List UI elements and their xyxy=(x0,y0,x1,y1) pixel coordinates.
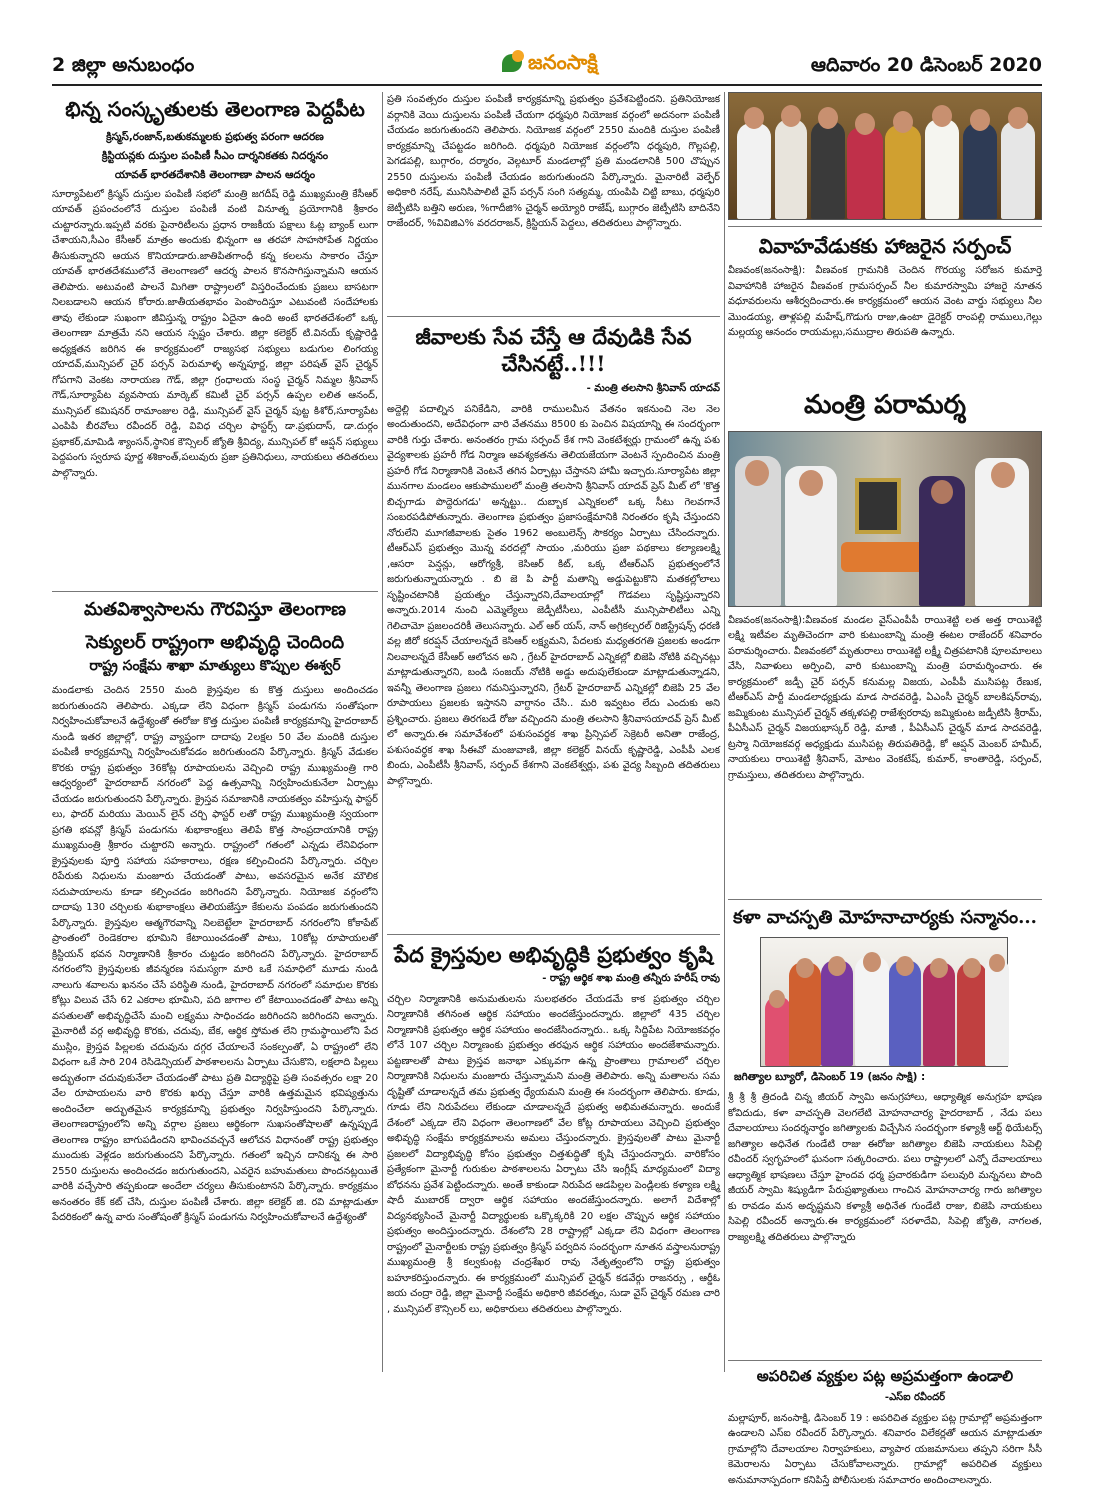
article-subheading: రాష్ట్ర సంక్షేమ శాఖా మాత్యులు కొప్పుల ఈశ్వర్ xyxy=(89,658,341,675)
article-headline: జీవాలకు సేవ చేస్తే ఆ దేవుడికి సేవ చేసినట్టే..!!! xyxy=(415,324,692,377)
article-body: అద్దెల్లి పదాల్నిన పనికేడిని, వారికి రాములమీన వేతనం ఇకనుంచి నెల నెల అందుతుందని, అదేవిధంగా వారి వేతనము 8500 కు పెంచిన విషయాన్ని ఈ సందర్భంగా వారికి గుర్తు చేశారు. అనంతరం గ్రామ సర్పంచ్ కేశ గాని వెంకటేశ్వర్లు గ్రామంలో ఉన్న పశు వైద్యశాలకు ప్రహరీ గోడ నిర్మాణ ఆవశ్యకతను తెలియజేయగా వెంటనే స్పందించిన మంత్రి ప్రహరీ గోడ నిర్మాణానికి వెంటనే తగిన ఏర్పాట్లు చేస్తానని హామీ ఇచ్చారు.సూర్యాపేట జిల్లా మునగాల మండలం ఆకుపాములలో మంత్రి తలసాని శ్రీనివాస్ యాదవ్ ప్రెస్ మీట్ లో 'కొత్త బిచ్చగాడు పొద్దెరుగడు' అన్నట్టు.. దుబ్బాక ఎన్నికలలో ఒక్క సీటు గెలవగానే సంబరపడిపోతున్నారు. తెలంగాణ ప్రభుత్వం ప్రజాసంక్షేమానికి నిరంతరం కృషి చేస్తుందని నోరులేని మూగజీవాలకు సైతం 1962 అంబులెన్స్ సౌకర్యం ఏర్పాటు చేసిందన్నారు. టీఆర్ఎస్ ప్రభుత్వం మొన్న వరదల్లో సాయం ,మరియు ప్రజా పథకాలు కల్యాణలక్ష్మి ,ఆసరా పెన్షన్లు, ఆరోగ్యశ్రీ, కెసిఆర్ కిట్, ఒక్క టీఆర్ఎస్ ప్రభుత్వంలోనే జరుగుతున్నాయన్నారు . బి జె పి పార్టీ మతాన్ని అడ్డుపెట్టుకొని మతకల్లోలాలు సృష్టించటానికి ప్రయత్నం చేస్తున్నారని,దేవాలయాల్లో గొడవలు సృష్టిస్తున్నారని అన్నారు.2014 నుంచి ఎమ్మెల్యేలు జెడ్పీటీసీలు, ఎంపీటీసీ మున్సిపాలిటీలు ఎన్ని గెలిచామో ప్రజలందరికీ తెలుసన్నారు. ఎల్ ఆర్ యస్, నాన్ అగ్రికల్చరల్ రిజిస్ట్రేషన్స్ ధరణి వల్ల జీరో కరప్షన్ చేయాలన్నదే కెసిఆర్ లక్ష్యమని, పేదలకు మధ్యతరగతి ప్రజలకు అండగా నిలవాలన్నదే కేసీఆర్ ఆలోచన అని , గ్రేటర్ హైదరాబాద్ ఎన్నికల్లో బిజెపి నోటికి వచ్చినట్లు మాట్లాడుతున్నారని, బండి సంజయ్ నోటికి అడ్డు అదుపులేకుండా మాట్లాడుతున్నాడని, ఇవన్నీ తెలంగాణ ప్రజలు గమనిస్తున్నారని, గ్రేటర్ హైదరాబాద్ ఎన్నికల్లో బిజెపి 25 వేల రూపాయలు ప్రజలకు ఇస్తానని వాగ్దానం చేసి.. మరి ఇవ్వటం లేదు ఎందుకు అని ప్రశ్నించారు. ప్రజలు తిరగబడే రోజు వచ్చిందని మంత్రి తలసాని శ్రీనివాసయాదవ్ ప్రెస్ మీట్ లో అన్నారు.ఈ సమావేశంలో పశుసంవర్ధక శాఖ ప్రిన్సిపల్ సెక్రెటరీ అనితా రాజేంద్ర, పశుసంవర్ధక శాఖ సీఈవో మంజువాణి, జిల్లా కలెక్టర్ వినయ్ కృష్ణారెడ్డి, ఎంపీపీ ఎలక బిందు, ఎంపీటీసీ శ్రీనివాస్, సర్పంచ్ కేశగాని వెంకటేశ్వర్లు, పశు వైద్య సిబ్బంది తదితరులు పాల్గొన్నారు. xyxy=(387,403,720,787)
article-byline: - రాష్ట్ర ఆర్థిక శాఖ మంత్రి తన్నీరు హరీష్ రావు xyxy=(542,972,720,984)
article-byline: -ఎస్ఐ రవీందర్ xyxy=(884,1391,946,1403)
article-byline: - మంత్రి తలసాని శ్రీనివాస్ యాదవ్ xyxy=(586,382,720,394)
article-divider xyxy=(728,1360,1042,1361)
article-subheading: క్రిస్మస్,రంజాన్,బతుకమ్మలకు ప్రభుత్వ పరంగా ఆదరణ xyxy=(106,131,324,143)
article-headline: వివాహవేడుకకు హాజరైన సర్పంచ్ xyxy=(758,234,1012,258)
column-2 xyxy=(387,92,720,1424)
column-3 xyxy=(728,92,1042,1507)
article-headline: మతవిశ్వాసాలను గౌరవిస్తూ తెలంగాణ xyxy=(84,598,346,620)
article-felicitation xyxy=(728,906,1042,1354)
wedding-photo xyxy=(728,92,1042,220)
article-headline: అపరిచిత వ్యక్తుల పట్ల అప్రమత్తంగా ఉండాలి xyxy=(756,1367,1014,1386)
portrait-frame xyxy=(855,478,901,534)
article-headline: మంత్రి పరామర్శ xyxy=(804,390,966,420)
article-headline: భిన్న సంస్కృతులకు తెలంగాణ పెద్దపీట xyxy=(65,97,365,121)
article-divider xyxy=(387,316,720,317)
column-divider xyxy=(724,92,725,1372)
article-headline: సెక్యులర్ రాష్ట్రంగా అభివృద్ధి చెందింది xyxy=(85,632,345,654)
flowers xyxy=(841,542,931,572)
article-body: చర్చిల నిర్మాణానికి అనుమతులను సులభతరం చేయడమే కాక ప్రభుత్వం చర్చిల నిర్మాణానికి తగినంత ఆర్థిక సహాయం అందజేస్తుందన్నారు. జిల్లాలో 435 చర్చిల నిర్మాణానికి ప్రభుత్వం ఆర్థిక సహాయం అందజేసిందన్నారు.. ఒక్క సిద్దిపేట నియోజకవర్గం లోనే 107 చర్చిల నిర్మాణంకు ప్రభుత్వం తరఫున ఆర్థిక సహాయం అందజేశామన్నారు. పట్టణాలతో పాటు క్రైస్తవ జనాభా ఎక్కువగా ఉన్న ప్రాంతాలు గ్రామాలలో చర్చిల నిర్మాణానికి నిధులను మంజూరు చేస్తున్నామని మంత్రి తెలిపారు. అన్ని మతాలను సమ దృష్టితో చూడాలన్నదే తమ ప్రభుత్వ ధ్యేయమని మంత్రి ఈ సందర్భంగా తెలిపారు. కూడు, గూడు లేని నిరుపేదలు లేకుండా చూడాలన్నదే ప్రభుత్వ అభిమతమన్నారు. అందుకే దేశంలో ఎక్కడా లేని విధంగా తెలంగాణలో వేల కోట్ల రూపాయలు వెచ్చించి ప్రభుత్వం అభివృద్ధి సంక్షేమ కార్యక్రమాలను అమలు చేస్తుందన్నారు. క్రైస్తవులతో పాటు మైనార్టీ ప్రజలలో విద్యాభివృద్ధి కోసం ప్రభుత్వం చిత్తశుద్ధితో కృషి చేస్తుందన్నారు. వారికోసం ప్రత్యేకంగా మైనార్టీ గురుకుల పాఠశాలలను ఏర్పాటు చేసి ఇంగ్లీష్ మాధ్యమంలో విద్యా బోధనను ప్రవేశ పెట్టిందన్నారు. అంతే కాకుండా నిరుపేద ఆడపిల్లల పెండ్లిలకు కళ్యాణ లక్ష్మి షాదీ ముబారక్ ద్వారా ఆర్థిక సహాయం అందజేస్తుందన్నారు. అలాగే విదేశాల్లో విద్యనభ్యసించే మైనార్టీ విద్యార్థులకు ఒక్కొక్కరికి 20 లక్షల చొప్పున ఆర్థిక సహాయం ప్రభుత్వం అందిస్తుందన్నారు. దేశంలోని 28 రాష్ట్రాల్లో ఎక్కడా లేని విధంగా తెలంగాణ రాష్ట్రంలో మైనార్టీలకు రాష్ట్ర ప్రభుత్వం క్రిస్మస్ పర్వదిన సందర్భంగా నూతన వస్త్రాలనురాష్ట్ర ముఖ్యమంత్రి శ్రీ కల్వకుంట్ల చంద్రశేఖర రావు నేతృత్వంలోని రాష్ట్ర ప్రభుత్వం బహూకరిస్తుందన్నారు. ఈ కార్యక్రమంలో మున్సిపల్ చైర్మన్ కడవేర్గు రాజనర్సు , ఆర్డీఓ జయ చంద్రా రెడ్డి, జిల్లా మైనార్టీ సంక్షేమ అధికారి జీవరత్నం, సుడా వైస్ చైర్మన్ రమణ చారి , మున్సిపల్ కౌన్సిలర్ లు, అధికారులు తదితరులు పాల్గొన్నారు. xyxy=(387,993,720,1315)
article-body: వీణవంక(జనంసాక్షి):వీణవంక మండల వైస్ఎంపీపీ రాయిశెట్టి లత అత్త రాయిశెట్టి లక్ష్మి ఇటీవల మృతిచెందగా వారి కుటుంబాన్ని మంత్రి ఈటల రాజేందర్ శనివారం పరామర్శించారు. వీణవంకలో మృతురాలు రాయిశెట్టి లక్ష్మీ చిత్రపటానికి పూలమాలలు వేసి, నివాళులు అర్పించి, వారి కుటుంబాన్ని మంత్రి పరామర్శించారు. ఈ కార్యక్రమంలో జడ్పీ చైర్ పర్సన్ కనుమల్ల విజయ, ఎంపీపీ ముసిపట్ల రేణుక, టీఆర్ఎస్ పార్టీ మండలాధ్యక్షుడు మాడ సాదవరెడ్డి, ఏఎంసీ చైర్మన్ బాలకిషన్‌రావు, జమ్మికుంట మున్సిపల్ చైర్మన్ తక్కళపల్లి రాజేశ్వరరావు జమ్మికుంట జడ్పీటిసి శ్రీరామ్, పీఏసీఎస్ చైర్మన్ విజయభాస్కర్ రెడ్డి, మాజీ , పీఏసీఎస్ చైర్మన్ మాడ సాదవరెడ్డి, ట్రస్మా నియోజకవర్గ అధ్యక్షుడు ముసిపట్ల తిరుపతిరెడ్డి, కో ఆప్షన్ మెంబర్ హమీద్, నాయకులు రాయిశెట్టి శ్రీనివాస్, మోటం వెంకటేష్, కుమార్, కాంతారెడ్డి, సర్పంచ్, గ్రామస్తులు, తదితరులు పాల్గొన్నారు. xyxy=(728,614,1042,781)
column-divider xyxy=(382,92,383,1372)
article-divider xyxy=(52,591,378,592)
article-body: మండలాకు చెందిన 2550 మంది క్రైస్తవుల కు కొత్త దుస్తులు అందించడం జరుగుతుందని తెలిపారు. ఎక్కడా లేని విధంగా క్రిస్మస్ పండుగను సంతోషంగా నిర్వహించుకోవాలనే ఉద్దేశ్యంతో ఈరోజు కొత్త దుస్తుల పంపిణీ కార్యక్రమాన్ని హైదరాబాద్ నుండి ఇతర జిల్లాల్లో, రాష్ట్ర వ్యాప్తంగా దాదాపు 2లక్షల 50 వేల మందికి దుస్తుల పంపిణీ కార్యక్రమాన్ని నిర్వహించుకోవడం జరిగుతుందని పేర్కొన్నారు. క్రిస్మస్ వేడుకల కొరకు రాష్ట్ర ప్రభుత్వం 36కోట్ల రూపాయలను వెచ్చించి రాష్ట్ర ముఖ్యమంత్రి గారి ఆధ్వర్యంలో హైదరాబాద్ నగరంలో పెద్ద ఉత్సవాన్ని నిర్వహించుకునేలా ఏర్పాట్లు చేయడం జరుగుతుందని పేర్కొన్నారు. క్రైస్తవ సమాజానికి నాయకత్వం వహిస్తున్న ఫాస్టర్ లు, ఫాదర్ మరియు మెయిన్ లైన్ చర్చి ఫాస్టర్ లతో రాష్ట్ర ముఖ్యమంత్రి స్వయంగా ప్రగతి భవన్లో క్రిస్మస్ పండుగను శుభాకాంక్షలు తెలిపే కొత్త సాంప్రదాయానికి రాష్ట్ర ముఖ్యమంత్రి శ్రీకారం చుట్టారని అన్నారు. రాష్ట్రంలో గతంలో ఎన్నడు లేనివిధంగా క్రైస్తవులకు పూర్తి సహాయ సహకారాలు, రక్షణ కల్పించిందని పేర్కొన్నారు. చర్చిల రిపేరుకు నిధులను మంజూరు చేయడంతో పాటు, అవసరమైన అనేక మౌలిక సదుపాయాలను కూడా కల్పించడం జరిగిందని పేర్కొన్నారు. నియోజక వర్గంలోని దాదాపు 130 చర్చిలకు శుభాకాంక్షలు తెలియజేస్తూ కేకులను పంపడం జరుగుతుందని పేర్కొన్నారు. క్రైస్తవుల ఆత్మగౌరవాన్ని నిలబెట్టేలా హైదరాబాద్ నగరంలోని కోకాపేట్ ప్రాంతంలో రెండెకరాల భూమిని కేటాయించడంతో పాటు, 10కోట్ల రూపాయలతో క్రిస్టియన్ భవన నిర్మాణానికి శ్రీకారం చుట్టడం జరిగిందని పేర్కొన్నారు. హైదరాబాద్ నగరంలోని క్రైస్తవులకు జీవన్మరణ సమస్యగా మారి ఒకే సమాధిలో మూడు నుండి నాలుగు శవాలను ఖననం చేసే పరిస్థితి నుండి, హైదరాబాద్ నగరంలో సమాధుల కొరకు కోట్లు విలువ చేసే 62 ఎకరాల భూమిని, పది జాగాల లో కేటాయించడంతో పాటు అన్ని వసతులతో అభివృద్ధిచేసే మంచి లక్ష్యము సాధించడం జరిగిందని జరిగిందని అన్నారు. మైనారిటీ వర్గ అభివృద్ధి కొరకు, చదువు, బేక, ఆర్థిక స్తోమత లేని గ్రామస్థాయిలోని పేద ముస్లిం, క్రైస్తవ పిల్లలకు చదువును దగ్గర చేయాలనే సంకల్పంతో, ఏ రాష్ట్రంలో లేని విధంగా ఒకే సారి 204 రెసిడెన్సియల్ పాఠశాలలను ఏర్పాటు చేసుకొని, లక్షలాది పిల్లలు అద్భుతంగా చదువుకునేలా చేయడంతో పాటు ప్రతి విద్యార్థిపై ప్రతి సంవత్సరం లక్షా 20 వేల రూపాయలను వారి కొరకు ఖర్చు చేస్తూ వారికి ఉత్తమమైన భవిష్యత్తును అందించేలా అద్భుతమైన కార్యక్రమాన్ని ప్రభుత్వం నిర్వహిస్తుందని పేర్కొన్నారు. తెలంగాణరాష్ట్రంలోని అన్ని వర్గాల ప్రజలు ఆర్థికంగా సుఖసంతోషాలతో ఉన్నప్పుడే తెలంగాణ రాష్ట్రం బాగుపడిందని భావించవచ్చనే ఆలోచన విధానంతో రాష్ట్ర ప్రభుత్వం ముందుకు వెళ్లడం జరుగుతుందని పేర్కొన్నారు. గతంలో ఇచ్చిన దానికన్న ఈ సారి 2550 దుస్తులను అందించడం జరుగుతుందని, ఎవరైన బహుమతులు పొందనట్లయితే వారికి వచ్చేసారి తప్పకుండా అందేలా చర్యలు తీసుకుంటానని పేర్కొన్నారు. కార్యక్రమం అనంతరం కేక్ కట్ చేసి, దుస్తుల పంపిణీ చేశారు. జిల్లా కలెక్టర్ జి. రవి మాట్లాడుతూ పేదరికంలో ఉన్న వారు సంతోషంతో క్రిస్మస్ పండుగను నిర్వహించుకోవాలనే ఉద్దేశ్యంతో xyxy=(52,685,378,1224)
newspaper-logo xyxy=(500,48,630,80)
article-body: శ్రీ శ్రీ శ్రీ త్రిదండి చిన్న జీయర్ స్వామి అనుగ్రహాలు, ఆధ్యాత్మిక అనుగ్రహ భాషణ కోవిదుడు, కళా వాచస్పతి వెలగలేటి మోహనాచార్య హైదరాబాద్ , నేడు పలు దేవాలయాలు సందర్శనార్థం జగిత్యాలకు విచ్చేసిన సందర్భంగా కళ్యాశ్రీ ఆర్ట్ థియేటర్స్ జగిత్యాల అధినేత గుండేటి రాజు ఈరోజు జగిత్యాల బిజెపి నాయకులు సిపెల్లి రవీందర్ స్వగృహంలో ఘనంగా సత్కరించారు. పలు రాష్ట్రాలలో ఎన్నో దేవాలయాలు ఆధ్యాత్మిక భాషణలు చేస్తూ హైందవ ధర్మ ప్రచారకుడిగా పలువురి మన్ననలు పొంది జీయర్ స్వామి శిష్యుడిగా పేరుప్రఖ్యాతులు గాంచిన మోహనాచార్య గారు జగిత్యాల కు రావడం మన అదృష్టమని కళ్యాశ్రీ అధినేత గుండేటి రాజు, బిజెపి నాయకులు సిపెల్లి రవీందర్ అన్నారు.ఈ కార్యక్రమంలో సరళాదేవి, సిపెల్లి జ్యోతి, నాగలత, రాజ్యలక్ష్మి తదితరులు పాల్గొన్నారు xyxy=(728,1092,1042,1243)
logo-text: జనంసాక్షి xyxy=(528,50,598,74)
article-body: సూర్యాపేటలో క్రిస్మస్ దుస్తుల పంపిణీ సభలో మంత్రి జగదీష్ రెడ్డి ముఖ్యమంత్రి కేసీఆర్ యావత్ ప్రపంచంలోనే దుస్తుల పంపిణీ వంటి వినూత్న ప్రయోగానికి శ్రీకారం చుట్టారన్నారు.ఇప్పటి వరకు పైనారిటీలను ప్రధాన రాజకీయ పక్షాలు ఓట్ల బ్యాంక్ లుగా చేశాయని,సీఎం కేసీఆర్ మాత్రం అందుకు భిన్నంగా ఆ తరహా సాహసోపేత నిర్ణయం తీసుకున్నారని ఆయన కొనియాడారు.జాతిపితగాంధీ కన్న కలలను సాకారం చేస్తూ యావత్ భారతదేశములోనే తెలంగాణలో ఆదర్శ పాలన కొనసాగిస్తున్నామని ఆయన తెలిపారు. అటువంటి పాలనే మిగితా రాష్ట్రాలలో విస్తరించేందుకు ప్రజలు బాసటగా నిలబడాలని ఆయన కోరారు.జాతీయతభావం పెంపొందిస్తూ ఎటువంటి సందేహాలకు తావు లేకుండా సుఖంగా జీవిస్తున్న రాష్ట్రం ఏదైనా ఉంది అంటే భారతదేశంలో ఒక్క తెలంగాణా మాత్రమే నని ఆయన స్పష్టం చేశారు. జిల్లా కలెక్టర్ టి.వినయ్ కృష్ణారెడ్డి అధ్యక్షతన జరిగిన ఈ కార్యక్రమంలో రాజ్యసభ సభ్యులు బడుగుల లింగయ్య యాదవ్,మున్సిపల్ చైర్ పర్సన్ పెరుమాళ్ళ అన్నపూర్ణ, జిల్లా పరిషత్ వైస్ చైర్మన్ గోపగాని వెంకట నారాయణ గౌడ్, జిల్లా గ్రంధాలయ సంస్థ చైర్మన్ నిమ్మల శ్రీనివాస్ గౌడ్,సూర్యాపేట వ్యవసాయ మార్కెట్ కమిటీ చైర్ పర్సన్ ఉప్పల లలిత ఆనంద్, మున్సిపల్ కమిషనర్ రామాంజుల రెడ్డి, మున్సిపల్ వైస్ చైర్మన్ పుట్ట కిశోర్,సూర్యాపేట ఎంపిపి బీరవోలు రవీందర్ రెడ్డి, వివిధ చర్చిల ఫాస్టర్స్ డా.ప్రభుదాస్, డా.దుర్గం ప్రభాకర్,మామిడి శ్యాంసన్,స్థానిక కౌన్సిలర్ జ్యోతి శ్రీవిద్య, మున్సిపల్ కో ఆప్షన్ సభ్యులు పెద్దపంగు స్వరూప పూర్ణ శశికాంత్,పలువురు ప్రజా ప్రతినిధులు, నాయకులు తదితరులు పాల్గొన్నారు. xyxy=(52,188,378,479)
article-divider xyxy=(387,934,720,935)
masthead xyxy=(52,50,1042,86)
article-subheading: యావత్ భారతదేశానికి తెలంగాణా పాలన ఆదర్శం xyxy=(114,168,316,181)
page-label: 2 జిల్లా అనుబంధం xyxy=(52,54,195,76)
article-dateline: జగిత్యాల బ్యూరో, డిసెంబర్ 19 (జనం సాక్షి) : xyxy=(734,1071,926,1084)
article-wedding xyxy=(728,233,1042,387)
column-1 xyxy=(52,92,378,1367)
article-condolence xyxy=(728,389,1042,893)
article-divider xyxy=(728,226,1042,227)
article-subheading: క్రిస్టియన్లకు దుస్తుల పంపిణీ సీఎం దార్శనికతకు నిదర్శనం xyxy=(101,149,329,162)
condolence-photo xyxy=(728,431,1042,607)
sun-icon xyxy=(512,50,524,62)
article-divider xyxy=(728,899,1042,900)
article-body: మల్లాపూర్, జనంసాక్షి, డిసెంబర్ 19 : అపరిచిత వ్యక్తుల పట్ల గ్రామాల్లో అప్రమత్తంగా ఉండాలని ఎస్ఐ రవీందర్ పేర్కొన్నారు. శనివారం విలేకర్లతో ఆయన మాట్లాడుతూ గ్రామాల్లోని దేవాలయాల నిర్వాహకులు, వ్యాపార యజమానులు తప్పని సరిగా సీసీ కెమెరాలను ఏర్పాటు చేసుకోవాలన్నారు. గ్రామాల్లో అపరిచిత వ్యక్తులు అనుమానాస్పదంగా కనిపిస్తే పోలీసులకు సమాచారం అందించాలన్నారు. xyxy=(728,1412,1042,1486)
article-secular xyxy=(52,598,378,1368)
article-headline: కళా వాచస్పతి మోహనాచార్యకు సన్మానం... xyxy=(733,906,1037,928)
article-body: వీణవంక(జనంసాక్షి): వీణవంక గ్రామనికి చెందిన గొరయ్య సరోజన కుమార్తె వివాహానికి హాజరైన వీణవంక గ్రామసర్పంచ్ నీల కుమారస్వామి హాజరై నూతన వధూవరులను ఆశీర్వదించారు.ఈ కార్యక్రమంలో ఆయన వెంట వార్డు సభ్యులు నీల మొండయ్య, తాళ్లపల్లి మహేష్,గొడుగు రాజు,ఉంటా డైరెక్టర్ రాంపల్లి రాములు,గెల్లు మల్లయ్య ఆనందం రాయమల్లు,సముద్రాల తిరుపతి ఉన్నారు. xyxy=(728,265,1042,338)
article-animals xyxy=(387,323,720,928)
article-alert xyxy=(728,1367,1042,1507)
article-headline: పేద క్రైస్తవుల అభివృద్ధికి ప్రభుత్వం కృషి xyxy=(394,941,713,967)
article-body-continued: ప్రతి సంవత్సరం దుస్తుల పంపిణీ కార్యక్రమాన్ని ప్రభుత్వం ప్రవేశపెట్టిందని. ప్రతినియోజక వర్గానికి వెయి దుస్తులను పంపిణీ చేయగా ధర్మపురి నియోజక వర్గంలో అదనంగా పంపిణీ చేయడం జరుగుతుందని తెలిపారు. నియోజక వర్గంలో 2550 మందికి దుస్తుల పంపిణీ కార్యక్రమాన్ని చేపట్టడం జరిగింది. ధర్మపురి నియోజక వర్గంలోని ధర్మపురి, గొల్లపల్లి, పెగడపల్లి, బుగ్గారం, దర్మారం, వెల్గటూర్ మండలాల్లో ప్రతి మండలానికి 500 చొప్పున 2550 దుస్తులను పంపిణీ చేయడం జరుగుతుందని పేర్కొన్నారు. మైనారిటీ వెల్ఫేర్ అధికారి నరేష్, మునిసిపాలిటీ వైస్ పర్సన్ సంగి సత్యమ్మ, యంపిపి చిట్టి బాబు, ధర్మపురి జెట్పీటిసి బత్తిని అరుణ, %గాదీజి% చైర్మన్ అయ్యోరి రాజేష్, బుగ్గారం జెట్పీటిసి బాదినేని రాజేందర్, %వివిజిఎ% వరదరాజన్, క్రిస్టియన్ పెద్దలు, తదితరులు పాల్గొన్నారు. xyxy=(387,94,720,229)
article-christians xyxy=(387,941,720,1424)
felicitation-photo xyxy=(760,937,1008,1067)
article-cultures xyxy=(52,96,378,585)
issue-date: ఆదివారం 20 డిసెంబర్ 2020 xyxy=(810,54,1042,76)
